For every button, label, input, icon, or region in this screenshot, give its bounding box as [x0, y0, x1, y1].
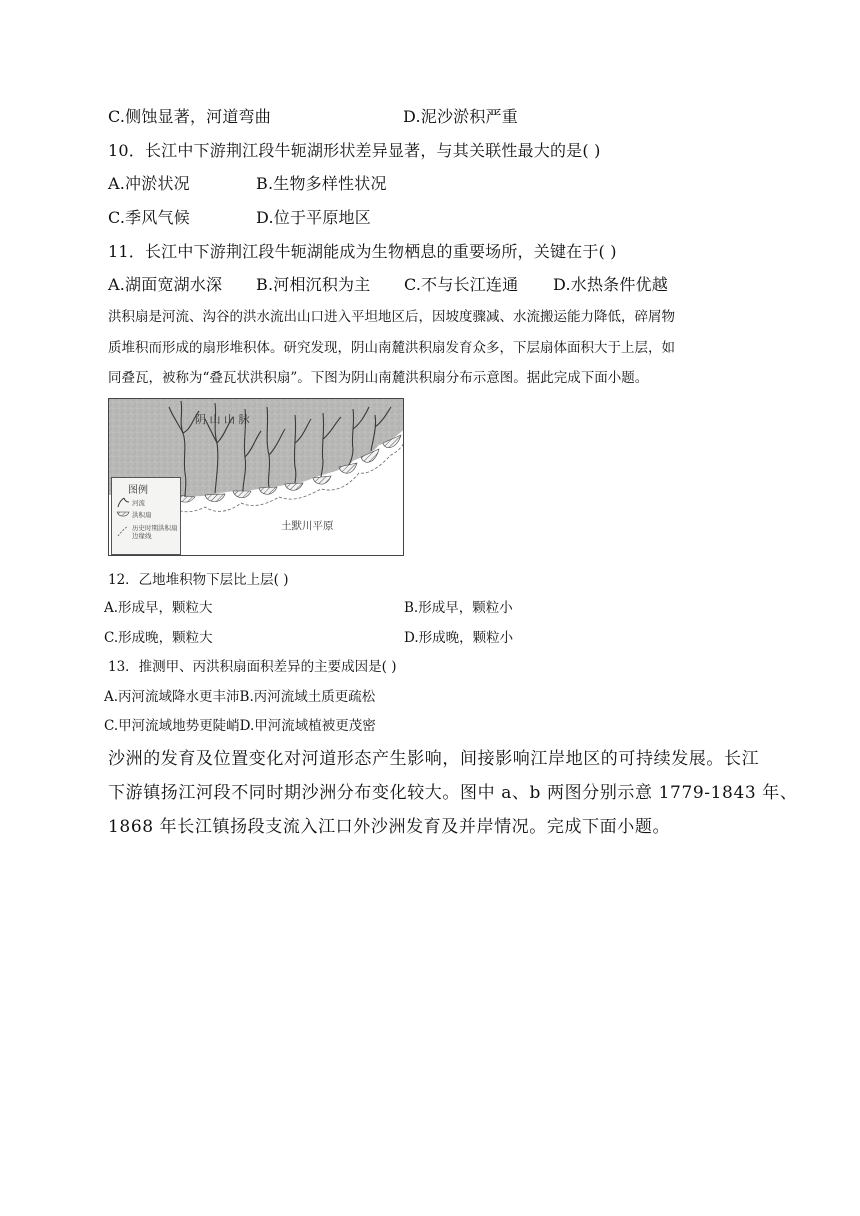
- q12-option-c: C.形成晚，颗粒大: [104, 630, 213, 646]
- q10-option-d: D.位于平原地区: [256, 208, 371, 227]
- intro-fan-line-3: 同叠瓦，被称为“叠瓦状洪积扇”。下图为阴山南麓洪积扇分布示意图。据此完成下面小题。: [108, 370, 649, 386]
- fan-legend-icon: [116, 510, 130, 519]
- q13-options-ab: A.丙河流域降水更丰沛B.丙河流域土质更疏松: [104, 689, 376, 705]
- q9-option-c: C.侧蚀显著，河道弯曲: [108, 107, 271, 126]
- legend-title: 图例: [128, 485, 148, 496]
- intro-fan-line-1: 洪积扇是河流、沟谷的洪水流出山口进入平坦地区后，因坡度骤减、水流搬运能力降低，碎屑物: [108, 309, 675, 325]
- edge-legend-icon: [116, 524, 130, 538]
- q11-stem: 11．长江中下游荆江段牛轭湖能成为生物栖息的重要场所，关键在于( ): [108, 242, 617, 261]
- q12-option-d: D.形成晚，颗粒小: [404, 630, 514, 646]
- q12-option-b: B.形成早，颗粒小: [404, 600, 513, 616]
- q10-stem: 10．长江中下游荆江段牛轭湖形状差异显著，与其关联性最大的是( ): [108, 141, 601, 160]
- intro-fan-line-2: 质堆积而形成的扇形堆积体。研究发现，阴山南麓洪积扇发育众多，下层扇体面积大于上层，如: [108, 340, 675, 356]
- intro-sandbar-line-2: 下游镇扬江河段不同时期沙洲分布变化较大。图中 a、b 两图分别示意 1779-1843 年、: [108, 783, 798, 803]
- q11-option-c: C.不与长江连通: [404, 275, 519, 294]
- legend-fan-label: 洪积扇: [132, 511, 152, 519]
- q11-option-a: A.湖面宽湖水深: [108, 275, 223, 294]
- q11-option-d: D.水热条件优越: [553, 275, 668, 294]
- intro-sandbar-line-3: 1868 年长江镇扬段支流入江口外沙洲发育及并岸情况。完成下面小题。: [108, 817, 671, 837]
- plain-label: 土默川平原: [281, 520, 334, 532]
- q10-option-a: A.冲淤状况: [108, 174, 190, 193]
- river-legend-icon: [116, 496, 130, 508]
- q12-stem: 12．乙地堆积物下层比上层( ): [108, 572, 289, 588]
- q12-option-a: A.形成早，颗粒大: [104, 600, 213, 616]
- q9-option-d: D.泥沙淤积严重: [403, 107, 518, 126]
- mountain-label: 阴 山 山 脉: [195, 413, 250, 426]
- q13-options-cd: C.甲河流域地势更陡峭D.甲河流域植被更茂密: [104, 718, 376, 734]
- legend-river-label: 河流: [132, 499, 145, 507]
- q10-option-b: B.生物多样性状况: [256, 174, 387, 193]
- intro-sandbar-line-1: 沙洲的发育及位置变化对河道形态产生影响，间接影响江岸地区的可持续发展。长江: [108, 749, 760, 769]
- alluvial-fan-map: [108, 398, 404, 556]
- legend-edge-label: 历史时期洪积扇边缘线: [132, 524, 178, 540]
- map-legend: [111, 477, 181, 555]
- q10-option-c: C.季风气候: [108, 208, 190, 227]
- q13-stem: 13．推测甲、丙洪积扇面积差异的主要成因是( ): [108, 659, 397, 675]
- q11-option-b: B.河相沉积为主: [256, 275, 371, 294]
